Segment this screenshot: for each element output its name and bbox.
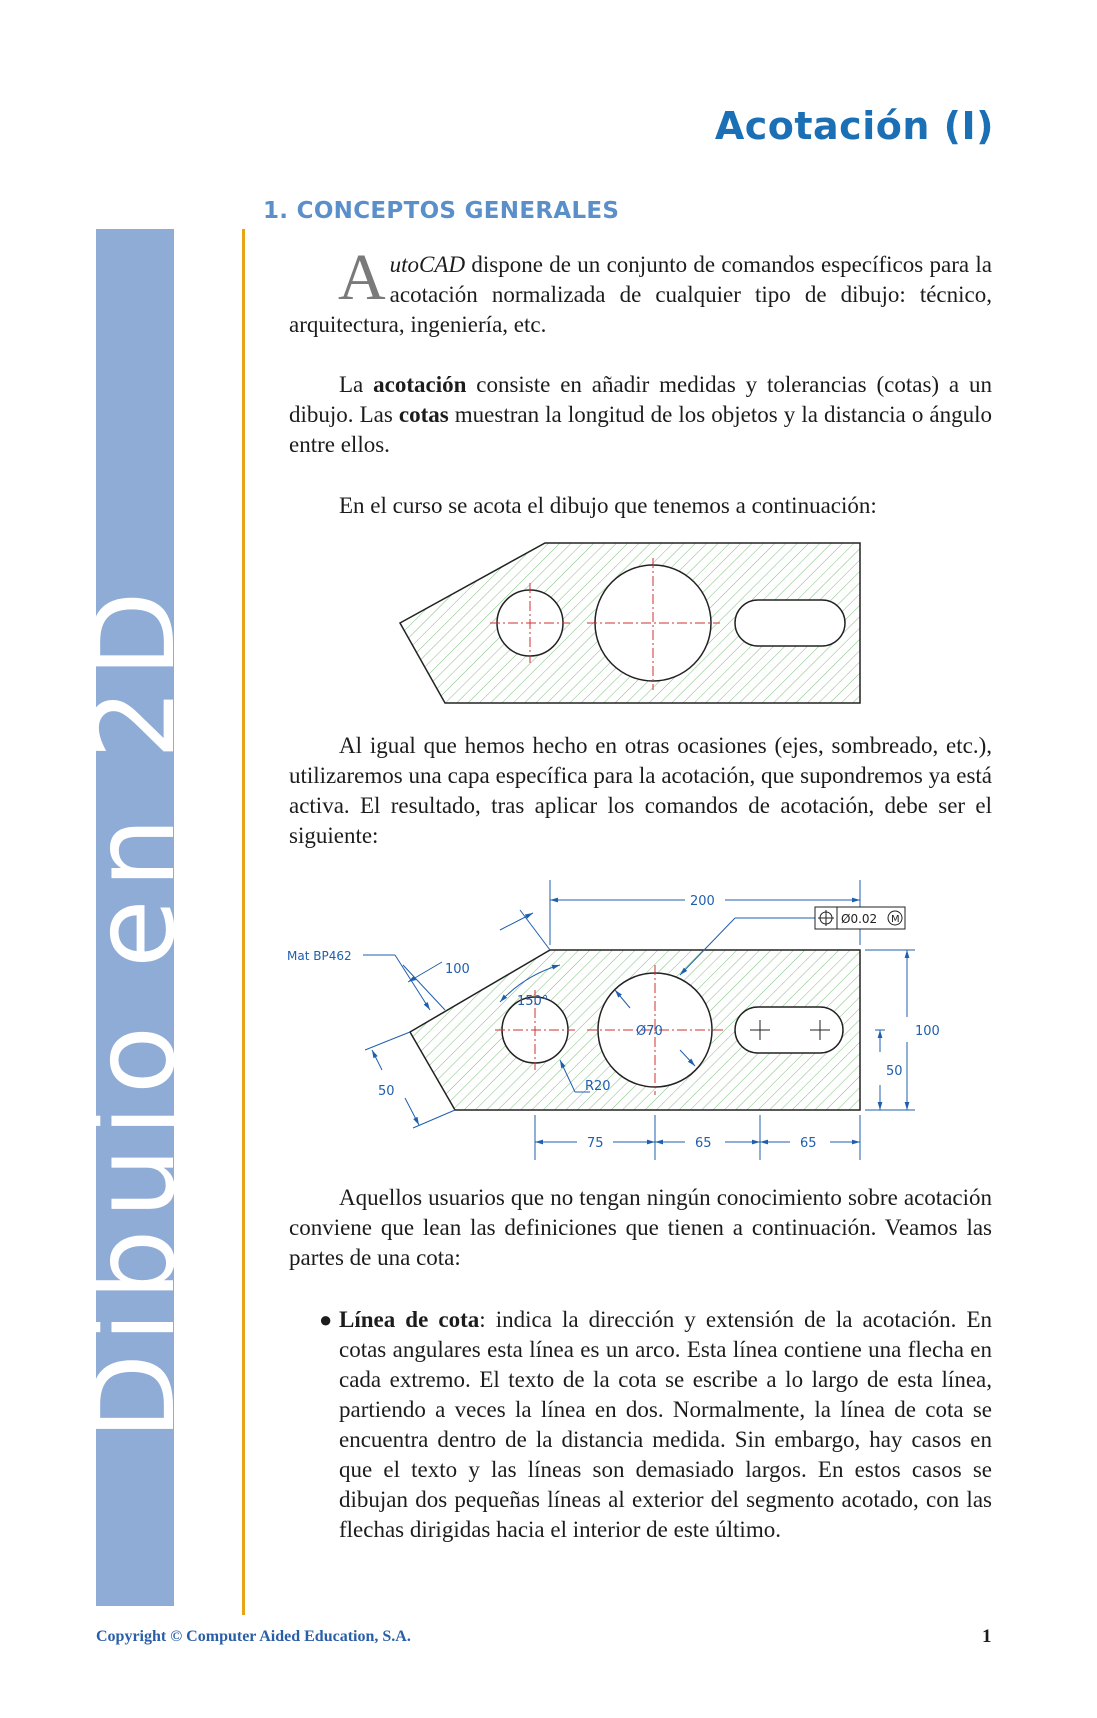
page-title: Acotación (I) bbox=[714, 104, 994, 148]
accent-divider bbox=[242, 229, 245, 1615]
autocad-term: utoCAD bbox=[389, 252, 466, 277]
tolerance-value: Ø0.02 bbox=[841, 912, 878, 926]
sidebar-vertical-title: Dibujo en 2D bbox=[70, 580, 200, 1440]
tolerance-modifier: M bbox=[891, 914, 900, 925]
term-cotas: cotas bbox=[398, 402, 449, 427]
p5-text: Aquellos usuarios que no tengan ningún conocimiento sobre acotación conviene que lean las definiciones que tienen a continuación. Veamos las partes de una cota: bbox=[289, 1185, 992, 1270]
bullet-icon: ● bbox=[319, 1307, 333, 1332]
term-linea-de-cota: Línea de cota bbox=[339, 1307, 480, 1332]
dim-50-diagonal: 50 bbox=[378, 1084, 395, 1099]
course-paragraph bbox=[289, 491, 992, 521]
p2-text-e: muestran la longitud de los objetos y la distancia o ángulo entre ellos. bbox=[289, 402, 992, 457]
dim-65-first: 65 bbox=[695, 1136, 712, 1151]
dim-100-diagonal: 100 bbox=[445, 962, 470, 977]
section-heading: 1. CONCEPTOS GENERALES bbox=[263, 198, 620, 224]
intro-paragraph bbox=[289, 241, 992, 340]
dim-angle: 150° bbox=[517, 994, 549, 1009]
p2-text-a: La bbox=[339, 372, 374, 397]
hatched-area bbox=[410, 950, 860, 1110]
dim-50-vertical: 50 bbox=[886, 1064, 903, 1079]
part-drawing-figure bbox=[395, 538, 870, 708]
material-label: Mat BP462 bbox=[287, 949, 352, 963]
layer-paragraph bbox=[289, 731, 992, 851]
dim-200: 200 bbox=[690, 894, 715, 909]
dim-radius: R20 bbox=[585, 1079, 611, 1094]
p4-text: Al igual que hemos hecho en otras ocasiones (ejes, sombreado, etc.), utilizaremos una capa específica para la acotación, que supondremos ya está activa. El resultado, tras aplicar los comandos de acotación, debe ser el siguiente: bbox=[289, 733, 992, 848]
p2-text-c: consiste en añadir medidas y tolerancias (cotas) a un dibujo. Las bbox=[289, 372, 992, 427]
intro-text: dispone de un conjunto de comandos específicos para la acotación normalizada de cualquier tipo de dibujo: técnico, arquitectura, ingeniería, etc. bbox=[289, 252, 992, 337]
parts-intro-paragraph bbox=[289, 1183, 992, 1273]
page-number: 1 bbox=[982, 1626, 992, 1647]
dim-65-second: 65 bbox=[800, 1136, 817, 1151]
dim-100-vertical: 100 bbox=[915, 1024, 940, 1039]
dim-75: 75 bbox=[587, 1136, 604, 1151]
dim-diameter: Ø70 bbox=[636, 1024, 663, 1039]
term-acotacion: acotación bbox=[373, 372, 467, 397]
dropcap-letter: A bbox=[338, 241, 386, 314]
dimensioned-drawing-figure bbox=[285, 870, 1005, 1170]
p3-text: En el curso se acota el dibujo que tenemos a continuación: bbox=[339, 493, 877, 518]
bullet1-text: : indica la dirección y extensión de la acotación. En cotas angulares esta línea es un arco. Esta línea contiene una flecha en cada extremo. El texto de la cota se escribe a lo largo de esta línea, partiendo a veces la línea en dos. Normalmente, la línea de cota se encuentra dentro de la distancia medida. Sin embargo, hay casos en que el texto y las líneas son demasiado largos. En estos casos se dibujan dos pequeñas líneas al exterior del segmento acotado, con las flechas dirigidas hacia el interior de este último. bbox=[339, 1307, 992, 1542]
copyright: Copyright © Computer Aided Education, S.A. bbox=[96, 1628, 411, 1645]
bullet-linea-de-cota bbox=[319, 1305, 992, 1545]
definition-paragraph bbox=[289, 370, 992, 460]
